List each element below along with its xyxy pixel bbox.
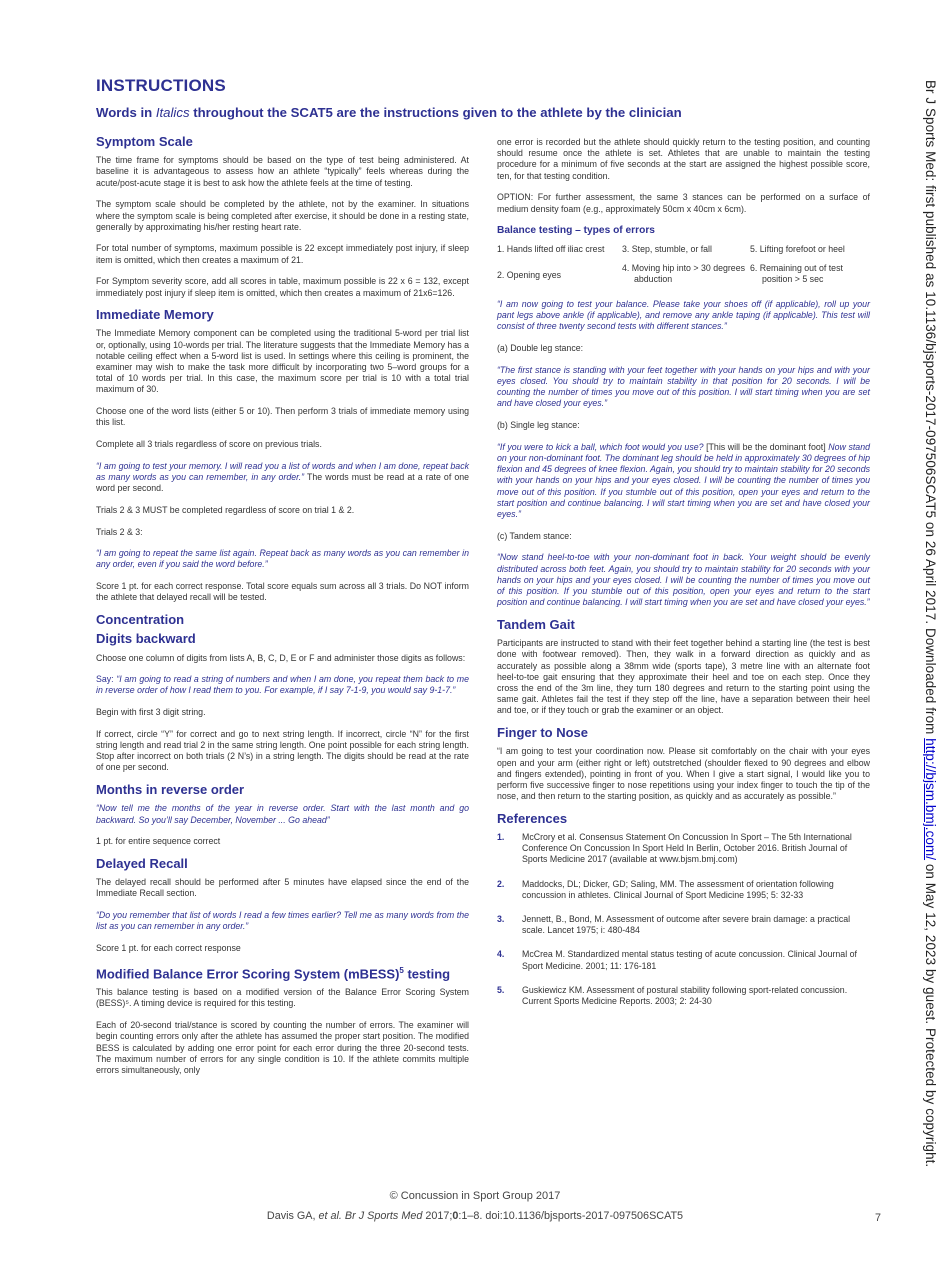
tandem-gait-paragraph: Participants are instructed to stand with their feet together behind a starting line (the test is best done with footwear removed). Then, they walk in a forward direction as quickly and as accurately as possible along a 38mm wide (sports tape), 3 metre line with an alternate foot heel-to-toe gait ensuring that they approximate their heel and toe on each step. Once they cross the end of the 3m line, they turn 180 degrees and return to the starting point using the same gait. Athletes fail the test if they step off the line, have a separation between their heel and toe, or if they touch or grab the examiner or an object.	[497, 638, 870, 716]
memory-rate-note: The words must be read at a rate of one word per second.	[96, 471, 470, 494]
subtitle-suffix: throughout the SCAT5 are the instructions given to the athlete by the clinician	[189, 105, 682, 120]
symptom-heading: Symptom Scale	[96, 134, 193, 149]
reference-number: 1.	[497, 832, 505, 843]
reference-item	[497, 914, 870, 936]
errors-list	[497, 244, 870, 289]
side-note-end: on May 12, 2023 by guest. Protected by copyright.	[923, 860, 938, 1168]
reference-item	[497, 985, 870, 1007]
error-item-6: 6. Remaining out of test position > 5 sec	[750, 262, 843, 284]
subtitle-prefix: Words in	[96, 105, 156, 120]
memory-paragraph-1: The Immediate Memory component can be completed using the traditional 5-word per trial list or, optionally, using 10-words per trial. The literature suggests that the Immediate Memory has a notable ceiling effect when a 5-word list is used. In settings where this ceiling is prominent, the examiner may wish to make the task more difficult by incorporating two 5–word groups for a total of 10 words per trial. In this case, the maximum score per trial is 10 with a total trial maximum of 30.	[96, 328, 469, 395]
memory-paragraph-8: Score 1 pt. for each correct response. Total score equals sum across all 3 trials. Do NOT inform the athlete that delayed recall will be tested.	[96, 581, 469, 603]
months-heading: Months in reverse order	[96, 782, 245, 798]
delayed-paragraph-1: The delayed recall should be performed after 5 minutes have elapsed since the end of the Immediate Recall section.	[96, 877, 469, 899]
digits-paragraph-1: Choose one column of digits from lists A, B, C, D, E or F and administer those digits as follows:	[96, 652, 466, 663]
digits-say-instruction: “I am going to read a string of numbers and when I am done, you repeat them back to me in reverse order of how I read them to you. For example, if I say 7-1-9, you would say 9-1-7.”	[96, 674, 470, 696]
memory-paragraph-7: “I am going to repeat the same list again. Repeat back as many words as you can remember in any order, even if you said the word before.”	[96, 548, 469, 570]
double-stance-instruction: “The first stance is standing with your feet together with your hands on your hips and with your eyes closed. You should try to maintain stability in that position for 20 seconds. I will be counting the number of times you move out of this position. I will start timing when you are set and have closed your eyes.”	[497, 364, 870, 409]
memory-heading: Immediate Memory	[96, 307, 214, 323]
delayed-paragraph-3: Score 1 pt. for each correct response	[96, 942, 241, 953]
finger-nose-heading: Finger to Nose	[497, 725, 589, 741]
page-number: 7	[875, 1212, 882, 1224]
reference-item	[497, 879, 870, 901]
months-paragraph-2: 1 pt. for entire sequence correct	[96, 836, 221, 847]
copyright-line: © Concussion in Sport Group 2017	[389, 1190, 561, 1202]
option-paragraph: OPTION: For further assessment, the same 3 stances can be performed on a surface of medium density foam (e.g., approximately 50cm x 40cm x 6cm).	[497, 192, 870, 214]
errors-column-2	[622, 244, 750, 289]
errors-column-1	[497, 244, 622, 289]
delayed-paragraph-2: “Do you remember that list of words I read a few times earlier? Tell me as many words from the list as you can remember in any order.”	[96, 910, 469, 932]
symptom-paragraph-2: The symptom scale should be completed by the athlete, not by the examiner. In situations where the symptom scale is being completed after exercise, it should be done in a resting state, generally by approximating his/her resting heart rate.	[96, 199, 469, 232]
errors-column-3	[750, 244, 870, 289]
digits-say-label: Say:	[96, 674, 117, 685]
footer-authors: Davis GA,	[266, 1210, 319, 1222]
citation-footer	[0, 1210, 950, 1222]
error-item-5: 5. Lifting forefoot or heel	[750, 244, 845, 255]
digits-paragraph-3: Begin with first 3 digit string.	[96, 707, 206, 718]
reference-number: 5.	[497, 984, 505, 995]
reference-item	[497, 949, 870, 971]
reference-number: 3.	[497, 914, 505, 925]
single-stance-label: (b) Single leg stance:	[497, 420, 580, 431]
mbess-superscript: 5	[399, 965, 404, 975]
error-item-1: 1. Hands lifted off iliac crest	[497, 244, 605, 255]
side-note-text: Br J Sports Med: first published as 10.1136/bjsports-2017-097506SCAT5 on 26 April 2017. Downloaded from	[923, 80, 938, 739]
mbess-continued-paragraph: one error is recorded but the athlete should quickly return to the testing position, and counting should resume once the athlete is set. Athletes that are unable to maintain the testing procedure for a minimum of five seconds at the start are assigned the highest possible score, ten, for that testing condition.	[497, 137, 870, 181]
delayed-heading: Delayed Recall	[96, 855, 188, 871]
symptom-paragraph-1: The time frame for symptoms should be based on the type of test being administered. At baseline it is advantageous to assess how an athlete “typically” feels whereas during the acute/post-acute stage it is best to ask how the athlete feels at the time of testing.	[96, 155, 469, 188]
footer-journal: et al. Br J Sports Med	[318, 1210, 423, 1222]
footer-doi: :1–8. doi:10.1136/bjsports-2017-097506SCAT5	[458, 1210, 684, 1222]
mbess-paragraph-1: This balance testing is based on a modified version of the Balance Error Scoring System (BESS)⁵. A timing device is required for this testing.	[96, 987, 469, 1009]
tandem-stance-label: (c) Tandem stance:	[497, 530, 572, 541]
references-heading: References	[497, 810, 568, 826]
side-copyright-note	[923, 80, 938, 1167]
memory-instruction: “I am going to test your memory. I will read you a list of words and when I am done, repeat back as many words as you can remember, in any order.”	[96, 460, 469, 482]
subtitle-italic: Italics	[155, 105, 190, 120]
reference-number: 2.	[497, 878, 505, 889]
digits-heading: Digits backward	[96, 631, 196, 647]
bjsm-link[interactable]: http://bjsm.bmj.com/	[923, 738, 938, 861]
single-stance-question: “If you were to kick a ball, which foot would you use?	[497, 441, 704, 452]
footer-volume: 0	[452, 1210, 459, 1222]
symptom-paragraph-4: For Symptom severity score, add all scores in table, maximum possible is 22 x 6 = 132, except immediately post injury if sleep item is omitted, which then creates a maximum of 21x6=126.	[96, 276, 469, 298]
concentration-heading: Concentration	[96, 612, 185, 628]
memory-paragraph-4	[96, 461, 469, 495]
reference-text: Jennett, B., Bond, M. Assessment of outcome after severe brain damage: a practical scale. Lancet 1975; i: 480-484	[522, 914, 851, 936]
reference-text: Maddocks, DL; Dicker, GD; Saling, MM. The assessment of orientation following concussion in athletes. Clinical Journal of Sport Medicine 1995; 5: 32-33	[522, 878, 834, 900]
tandem-stance-instruction: “Now stand heel-to-toe with your non-dominant foot in back. Your weight should be evenly distributed across both feet. Again, you should try to maintain stability for 20 seconds with your hands on your hips and your eyes closed. I will be counting the number of times you move out of this position. If you stumble out of this position, open your eyes and return to the start position and continue balancing. I will start timing when you are set and have closed your eyes.”	[497, 552, 870, 608]
error-item-4: 4. Moving hip into > 30 degrees abduction	[622, 262, 745, 284]
single-stance-note: [This will be the dominant foot]	[703, 441, 829, 452]
digits-paragraph-2	[96, 674, 469, 696]
finger-nose-paragraph: “I am going to test your coordination now. Please sit comfortably on the chair with your eyes open and your arm (either right or left) outstretched (shoulder flexed to 90 degrees and elbow and fingers extended), pointing in front of you. When I give a start signal, I would like you to perform five successive finger to nose repetitions using your index finger to touch the tip of the nose, and then return to the starting position, as quickly and as accurately as possible.”	[497, 746, 870, 802]
page-title: INSTRUCTIONS	[96, 76, 226, 95]
tandem-gait-heading: Tandem Gait	[497, 617, 575, 632]
references-list	[497, 832, 870, 1007]
mbess-paragraph-2: Each of 20-second trial/stance is scored by counting the number of errors. The examiner will begin counting errors only after the athlete has assumed the proper start position. The modified BESS is calculated by adding one error point for each error during the three 20-second tests. The maximum number of errors for any single condition is 10. If the athlete commits multiple errors simultaneously, only	[96, 1020, 469, 1075]
symptom-paragraph-3: For total number of symptoms, maximum possible is 22 except immediately post injury, if sleep item is omitted, which then creates a maximum of 21.	[96, 243, 469, 265]
footer-year: 2017;	[422, 1210, 453, 1222]
mbess-heading	[96, 965, 469, 980]
memory-paragraph-3: Complete all 3 trials regardless of score on previous trials.	[96, 439, 322, 450]
balance-intro: “I am now going to test your balance. Please take your shoes off (if applicable), roll up your pant legs above ankle (if applicable), and remove any ankle taping (if applicable). This test will consist of three twenty second tests with different stances.”	[497, 299, 870, 332]
reference-number: 4.	[497, 949, 505, 960]
mbess-heading-end: testing	[403, 965, 451, 981]
error-item-2: 2. Opening eyes	[497, 270, 562, 281]
left-column	[96, 136, 469, 1087]
errors-heading: Balance testing – types of errors	[497, 225, 655, 237]
reference-text: McCrea M. Standardized mental status testing of acute concussion. Clinical Journal of Sport Medicine. 2001; 11: 176-181	[522, 949, 857, 971]
months-paragraph-1: “Now tell me the months of the year in reverse order. Start with the last month and go backward. So you’ll say December, November ... Go ahead”	[96, 803, 469, 825]
reference-text: Guskiewicz KM. Assessment of postural stability following sport-related concussion. Current Sports Medicine Reports. 2003; 2: 24-30	[522, 984, 848, 1007]
right-column	[497, 137, 870, 1020]
error-item-3: 3. Step, stumble, or fall	[622, 244, 712, 255]
reference-text: McCrory et al. Consensus Statement On Concussion In Sport – The 5th International Conference On Concussion In Sport Held In Berlin, October 2016. British Journal of Sports Medicine 2017 (available at www.bjsm.bmj.com)	[522, 832, 852, 865]
double-stance-label: (a) Double leg stance:	[497, 343, 584, 354]
memory-paragraph-2: Choose one of the word lists (either 5 or 10). Then perform 3 trials of immediate memory using this list.	[96, 406, 469, 428]
mbess-heading-text: Modified Balance Error Scoring System (mBESS)	[96, 965, 400, 981]
memory-paragraph-5: Trials 2 & 3 MUST be completed regardless of score on trial 1 & 2.	[96, 504, 355, 515]
reference-item	[497, 832, 870, 866]
single-stance-instruction	[497, 442, 870, 520]
single-stance-text: Now stand on your non-dominant foot. The dominant leg should be held in approximately 30 degrees of hip flexion and 45 degrees of knee flexion. Again, you should try to maintain stability for 20 seconds with your hands on your hips and your eyes closed. I will be counting the number of times you move out of this position. If you stumble out of this position, open your eyes and return to the start position and continue balancing. I will start timing when you are set and have closed your eyes.”	[497, 441, 870, 520]
memory-paragraph-6: Trials 2 & 3:	[96, 526, 143, 537]
page-subtitle	[96, 105, 682, 120]
digits-paragraph-4: If correct, circle “Y” for correct and go to next string length. If incorrect, circle “N” for the first string length and read trial 2 in the same string length. One point possible for each string length. Stop after incorrect on both trials (2 N’s) in a string length. The digits should be read at the rate of one per second.	[96, 728, 469, 773]
